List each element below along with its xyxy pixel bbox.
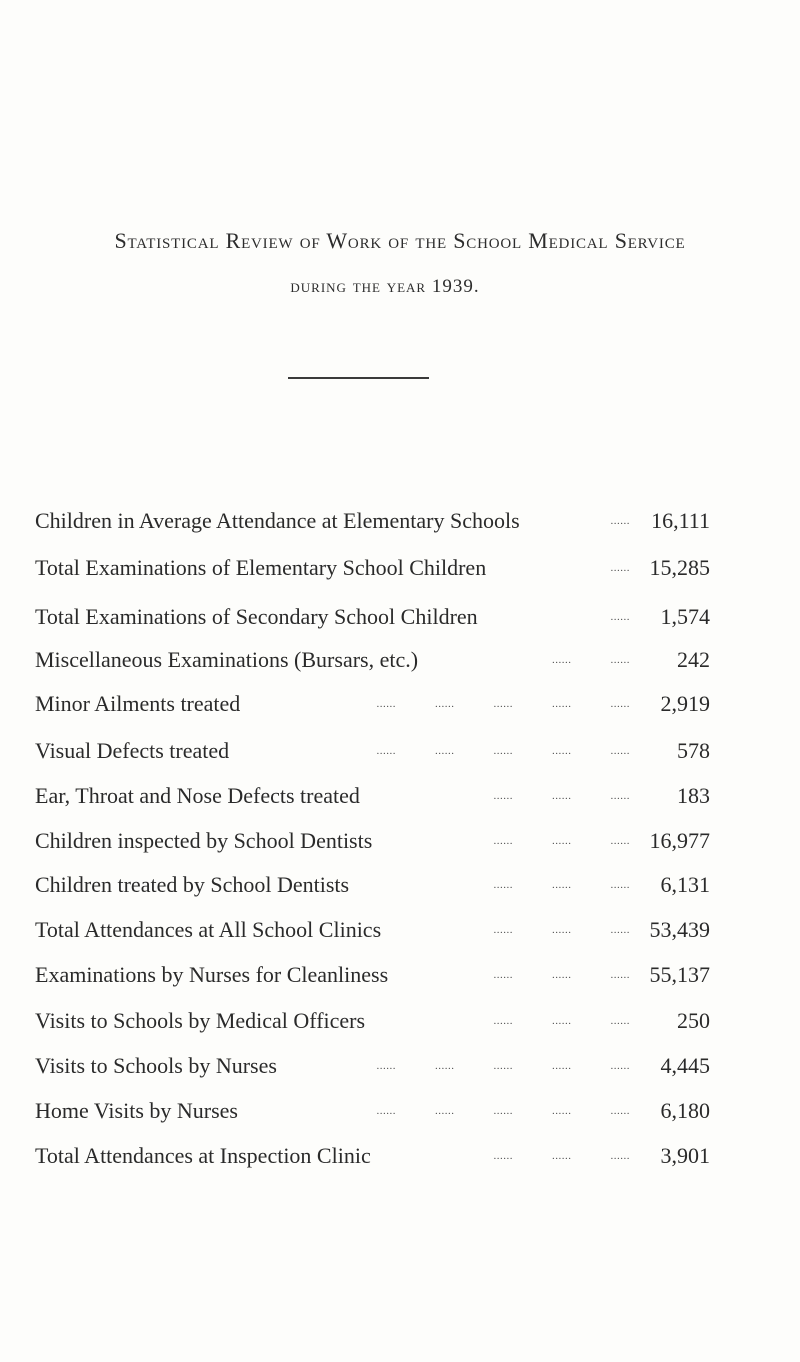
- stat-label: Total Attendances at Inspection Clinic: [35, 1143, 371, 1168]
- stat-label: Visits to Schools by Nurses: [35, 1053, 277, 1078]
- stat-label: Examinations by Nurses for Cleanliness: [35, 962, 389, 987]
- stat-row: [35, 1095, 710, 1127]
- leader-dots: ......: [610, 611, 630, 623]
- stat-row: [35, 1140, 710, 1172]
- stat-label: Total Attendances at All School Clinics: [35, 917, 382, 942]
- leader-dots: ...... ...... ......: [493, 790, 630, 802]
- stat-value: 55,137: [649, 962, 710, 987]
- stat-row: [35, 735, 710, 767]
- stat-label: Visits to Schools by Medical Officers: [35, 1008, 366, 1033]
- stat-value: 183: [677, 783, 710, 808]
- leader-dots: ...... ...... ......: [493, 835, 630, 847]
- leader-dots: ......: [610, 562, 630, 574]
- leader-dots: ...... ...... ......: [493, 879, 630, 891]
- stat-value: 16,111: [651, 508, 710, 533]
- stat-value: 3,901: [660, 1143, 710, 1168]
- stat-row: [35, 1050, 710, 1082]
- leader-dots: ...... ......: [552, 654, 630, 666]
- stat-row: [35, 505, 710, 537]
- page-subtitle: during the year 1939.: [290, 276, 480, 297]
- stat-label: Total Examinations of Secondary School Children: [35, 604, 478, 629]
- stat-row: [35, 644, 710, 676]
- leader-dots: ...... ...... ......: [493, 1150, 630, 1162]
- stat-label: Children in Average Attendance at Elementary Schools: [35, 508, 520, 533]
- stat-value: 6,131: [660, 872, 710, 897]
- leader-dots: ...... ...... ...... ...... ......: [376, 698, 630, 710]
- stat-value: 15,285: [649, 555, 710, 580]
- stat-row: [35, 869, 710, 901]
- stat-label: Visual Defects treated: [35, 738, 230, 763]
- stat-label: Total Examinations of Elementary School Children: [35, 555, 487, 580]
- stat-label: Children treated by School Dentists: [35, 872, 350, 897]
- leader-dots: ...... ...... ...... ...... ......: [376, 745, 630, 757]
- page-title: Statistical Review of Work of the School Medical Service: [114, 228, 686, 253]
- stat-row: [35, 1005, 710, 1037]
- leader-dots: ...... ...... ...... ...... ......: [376, 1105, 630, 1117]
- leader-dots: ......: [610, 515, 630, 527]
- stat-row: [35, 959, 710, 991]
- stat-value: 250: [677, 1008, 710, 1033]
- stat-row: [35, 914, 710, 946]
- stat-label: Children inspected by School Dentists: [35, 828, 373, 853]
- stat-value: 6,180: [660, 1098, 710, 1123]
- leader-dots: ...... ...... ......: [493, 924, 630, 936]
- leader-dots: ...... ...... ......: [493, 969, 630, 981]
- stat-row: [35, 552, 710, 584]
- divider-rule: [288, 377, 429, 379]
- stat-row: [35, 780, 710, 812]
- stat-label: Miscellaneous Examinations (Bursars, etc.): [35, 647, 419, 672]
- stat-label: Ear, Throat and Nose Defects treated: [35, 783, 360, 808]
- stat-value: 4,445: [660, 1053, 710, 1078]
- stat-row: [35, 825, 710, 857]
- stat-value: 16,977: [649, 828, 710, 853]
- leader-dots: ...... ...... ...... ...... ......: [376, 1060, 630, 1072]
- stat-label: Home Visits by Nurses: [35, 1098, 238, 1123]
- stat-row: [35, 688, 710, 720]
- stat-value: 2,919: [660, 691, 710, 716]
- stat-value: 578: [677, 738, 710, 763]
- stat-row: [35, 601, 710, 633]
- stat-value: 242: [677, 647, 710, 672]
- leader-dots: ...... ...... ......: [493, 1015, 630, 1027]
- stat-value: 53,439: [649, 917, 710, 942]
- stat-value: 1,574: [660, 604, 710, 629]
- stat-label: Minor Ailments treated: [35, 691, 241, 716]
